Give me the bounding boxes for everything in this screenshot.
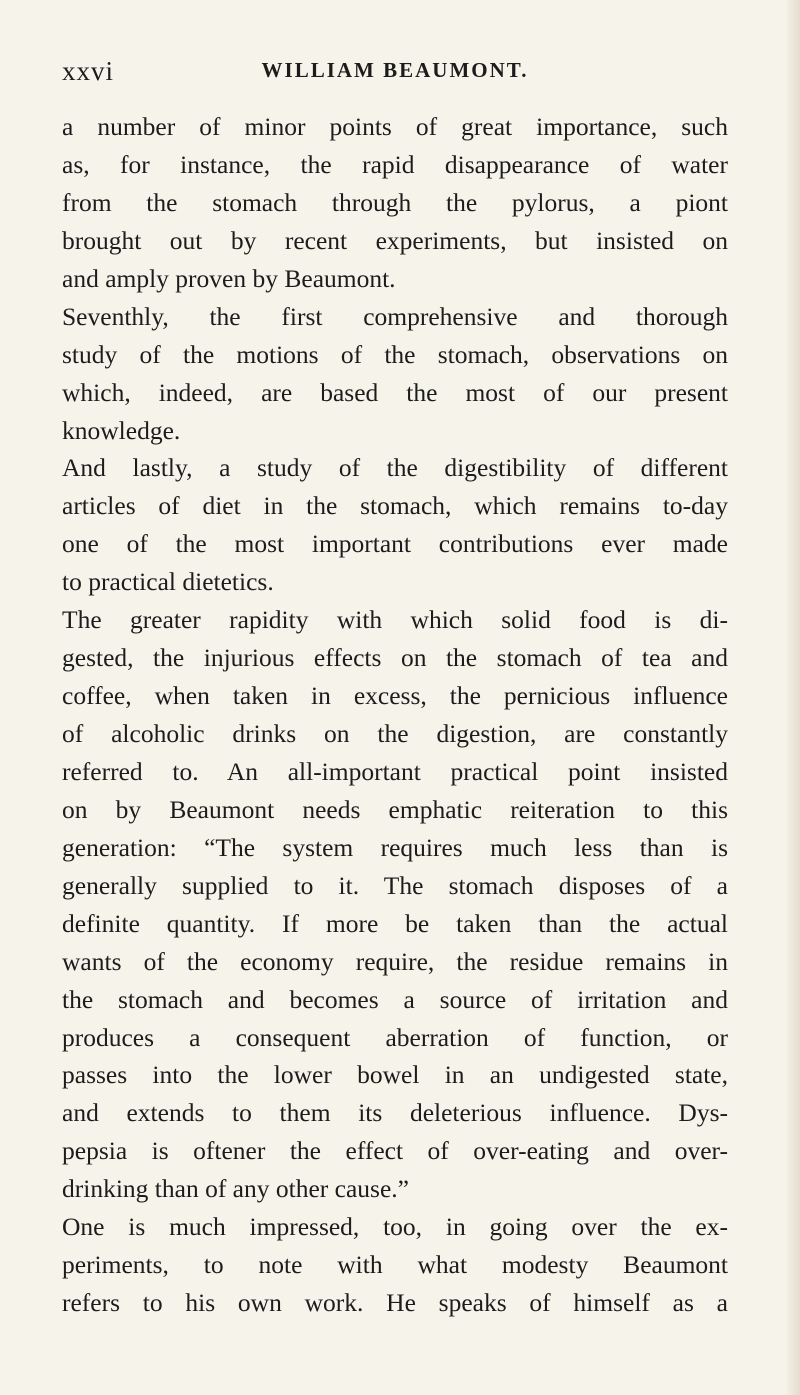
text-line: to practical dietetics. <box>62 567 274 597</box>
text-line: gested, the injurious effects on the stomach of tea and <box>62 643 728 673</box>
page-edge <box>786 0 800 1395</box>
text-line: The greater rapidity with which solid food is di- <box>62 605 728 635</box>
text-line: coffee, when taken in excess, the pernicious influence <box>62 681 728 711</box>
text-line: as, for instance, the rapid disappearance of water <box>62 149 728 179</box>
text-line: Seventhly, the first comprehensive and thorough <box>62 301 728 331</box>
running-head <box>62 56 728 96</box>
text-line: passes into the lower bowel in an undigested state, <box>62 1060 728 1090</box>
text-line: and amply proven by Beaumont. <box>62 263 396 293</box>
text-line: the stomach and becomes a source of irritation and <box>62 984 728 1014</box>
text-line: of alcoholic drinks on the digestion, are constantly <box>62 719 728 748</box>
text-line: drinking than of any other cause.” <box>62 1174 409 1204</box>
text-line: generation: “The system requires much less than is <box>62 832 728 862</box>
text-line: periments, to note with what modesty Beaumont <box>62 1250 728 1280</box>
text-line: brought out by recent experiments, but insisted on <box>62 225 728 255</box>
text-line: generally supplied to it. The stomach disposes of a <box>62 870 728 900</box>
text-line: refers to his own work. He speaks of himself as a <box>62 1288 728 1318</box>
text-line: one of the most important contributions ever made <box>62 529 728 559</box>
text-line: and extends to them its deleterious influence. Dys- <box>62 1098 728 1128</box>
text-line: on by Beaumont needs emphatic reiteration to this <box>62 794 728 824</box>
text-line: And lastly, a study of the digestibility of different <box>62 453 728 483</box>
body-text <box>62 108 728 1322</box>
text-line: referred to. An all-important practical point insisted <box>62 756 728 786</box>
text-line: study of the motions of the stomach, observations on <box>62 339 728 369</box>
text-line: articles of diet in the stomach, which remains to-day <box>62 491 728 521</box>
page-number: xxvi <box>62 56 115 86</box>
text-line: knowledge. <box>62 415 181 445</box>
running-title: WILLIAM BEAUMONT. <box>261 58 529 82</box>
text-line: pepsia is oftener the effect of over-eating and over- <box>62 1136 728 1166</box>
text-line: from the stomach through the pylorus, a piont <box>62 187 728 217</box>
text-line: definite quantity. If more be taken than the actual <box>62 908 728 938</box>
text-line: which, indeed, are based the most of our present <box>62 377 728 407</box>
text-line: wants of the economy require, the residue remains in <box>62 946 728 976</box>
text-line: One is much impressed, too, in going over the ex- <box>62 1212 728 1242</box>
text-line: produces a consequent aberration of function, or <box>62 1022 728 1052</box>
text-line: a number of minor points of great importance, such <box>62 112 728 141</box>
